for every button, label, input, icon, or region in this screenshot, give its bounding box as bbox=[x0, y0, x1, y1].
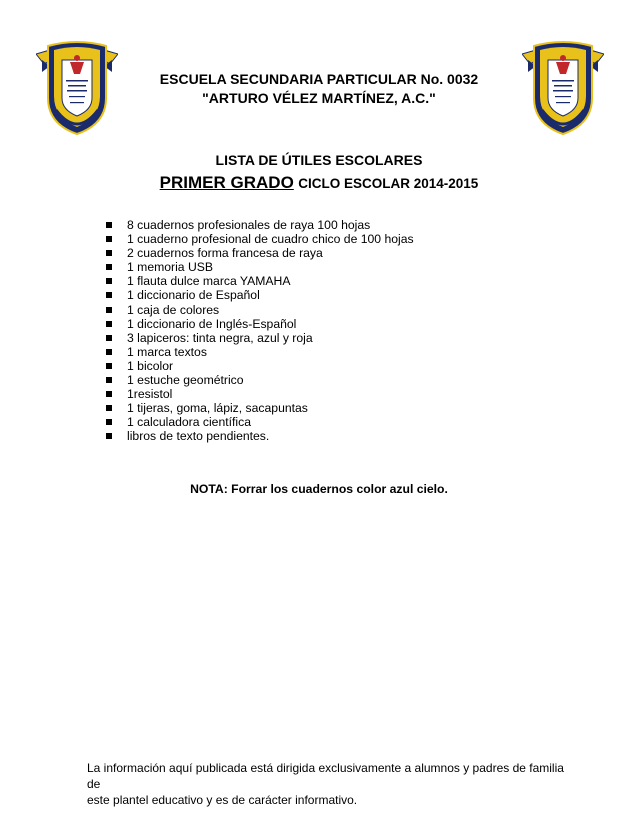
grade-heading bbox=[0, 173, 638, 193]
bullet-icon bbox=[106, 292, 112, 298]
list-item: 3 lapiceros: tinta negra, azul y roja bbox=[106, 331, 414, 345]
bullet-icon bbox=[106, 278, 112, 284]
bullet-icon bbox=[106, 405, 112, 411]
bullet-icon bbox=[106, 321, 112, 327]
school-cycle: CICLO ESCOLAR 2014-2015 bbox=[298, 176, 479, 191]
list-item: 1 diccionario de Inglés-Español bbox=[106, 317, 414, 331]
bullet-icon bbox=[106, 264, 112, 270]
school-name-line2: "ARTURO VÉLEZ MARTÍNEZ, A.C." bbox=[202, 90, 436, 106]
footer-line2: este plantel educativo y es de carácter informativo. bbox=[87, 793, 358, 807]
list-item: 1 bicolor bbox=[106, 359, 414, 373]
grade-label: PRIMER GRADO bbox=[159, 173, 294, 192]
bullet-icon bbox=[106, 236, 112, 242]
list-title: LISTA DE ÚTILES ESCOLARES bbox=[215, 152, 423, 168]
bullet-icon bbox=[106, 307, 112, 313]
list-item: 1resistol bbox=[106, 387, 414, 401]
list-item: 1 estuche geométrico bbox=[106, 373, 414, 387]
bullet-icon bbox=[106, 335, 112, 341]
supplies-list bbox=[106, 218, 414, 444]
list-item: 1 flauta dulce marca YAMAHA bbox=[106, 274, 414, 288]
footer-line1: La información aquí publicada está dirigida exclusivamente a alumnos y padres de familia de bbox=[87, 761, 564, 791]
bullet-icon bbox=[106, 363, 112, 369]
list-item: 1 caja de colores bbox=[106, 303, 414, 317]
list-item: 1 tijeras, goma, lápiz, sacapuntas bbox=[106, 401, 414, 415]
bullet-icon bbox=[106, 377, 112, 383]
footer-disclaimer bbox=[87, 760, 567, 808]
list-item: libros de texto pendientes. bbox=[106, 429, 414, 443]
bullet-icon bbox=[106, 349, 112, 355]
bullet-icon bbox=[106, 391, 112, 397]
list-item: 1 memoria USB bbox=[106, 260, 414, 274]
bullet-icon bbox=[106, 250, 112, 256]
school-name bbox=[0, 70, 638, 108]
list-item: 1 calculadora científica bbox=[106, 415, 414, 429]
bullet-icon bbox=[106, 222, 112, 228]
note: NOTA: Forrar los cuadernos color azul cielo. bbox=[190, 482, 448, 496]
bullet-icon bbox=[106, 433, 112, 439]
list-item: 8 cuadernos profesionales de raya 100 hojas bbox=[106, 218, 414, 232]
school-name-line1: ESCUELA SECUNDARIA PARTICULAR No. 0032 bbox=[159, 71, 479, 87]
list-item: 1 cuaderno profesional de cuadro chico de 100 hojas bbox=[106, 232, 414, 246]
list-item: 1 diccionario de Español bbox=[106, 288, 414, 302]
list-item: 2 cuadernos forma francesa de raya bbox=[106, 246, 414, 260]
bullet-icon bbox=[106, 419, 112, 425]
list-item: 1 marca textos bbox=[106, 345, 414, 359]
